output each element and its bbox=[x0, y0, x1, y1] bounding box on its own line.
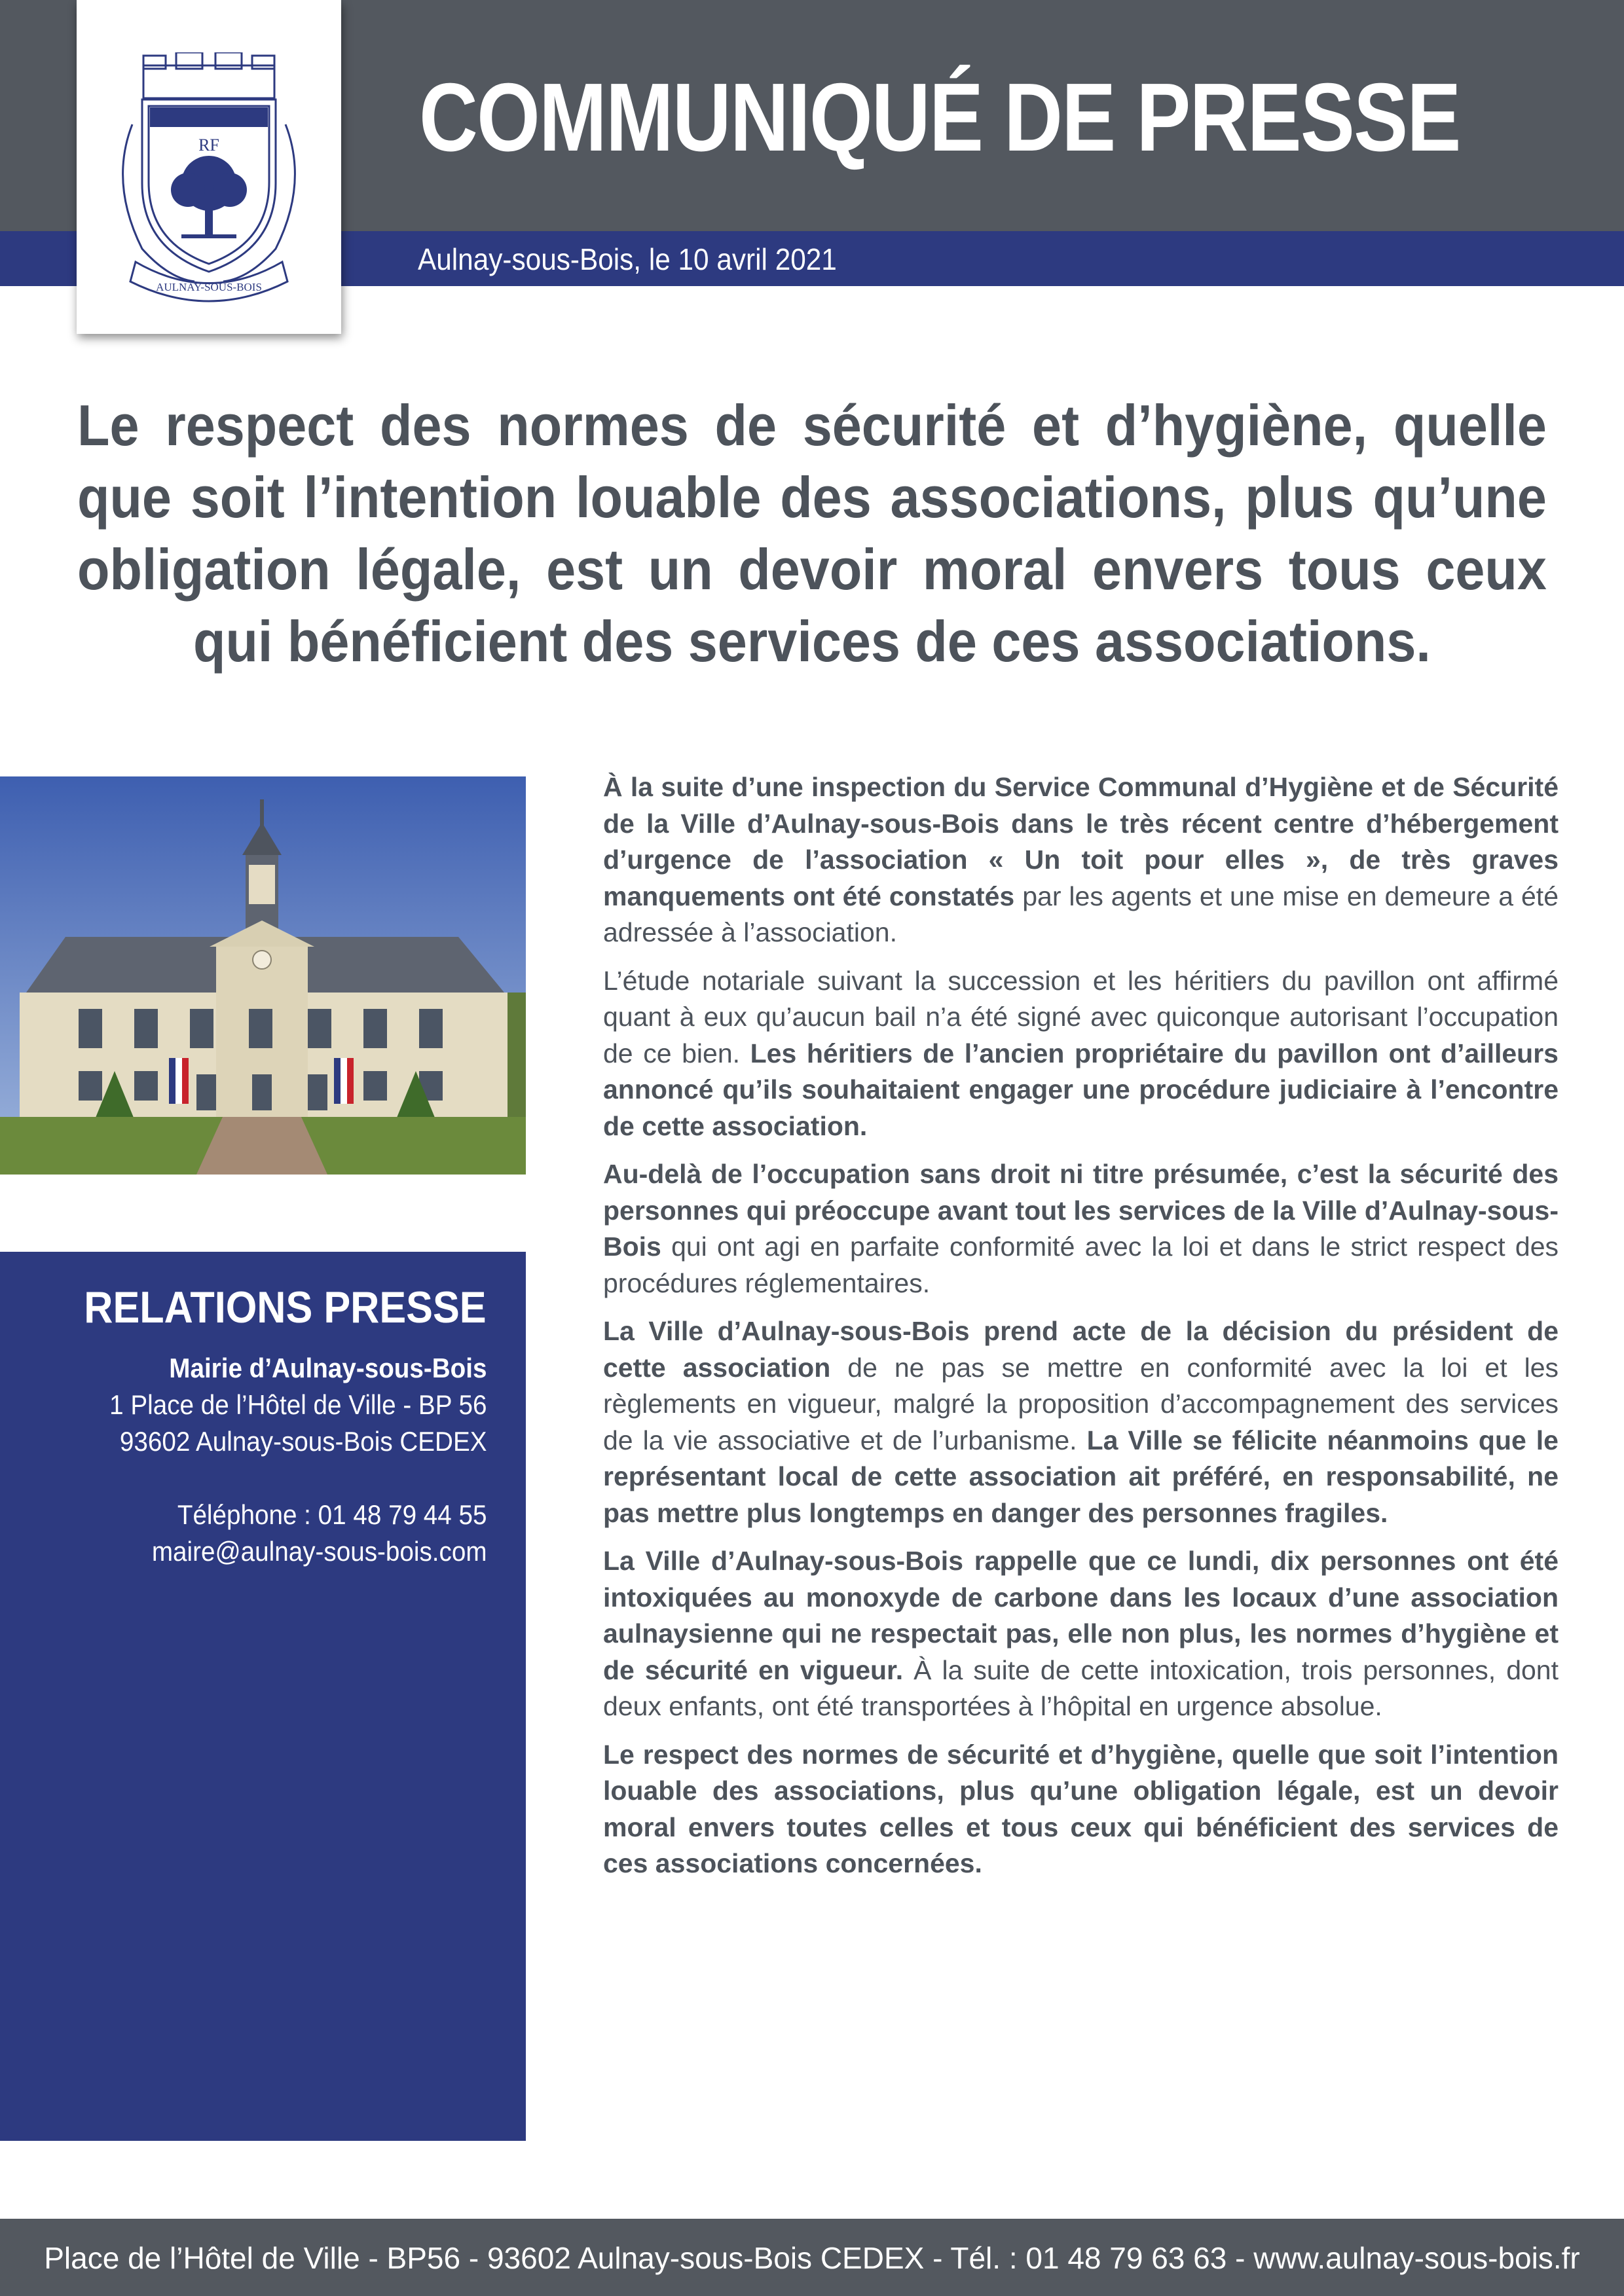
city-logo bbox=[77, 0, 341, 334]
paragraph-5: La Ville d’Aulnay-sous-Bois rappelle que ce lundi, dix personnes ont été intoxiquées au monoxyde de carbone dans les locaux d’une association aulnaysienne qui ne respectait pas, elle non plus, les normes d’hygiène et de sécurité en vigueur. À la suite de cette intoxication, trois personnes, dont deux enfants, ont été transportées à l’hôpital en urgence absolue. bbox=[603, 1546, 1559, 1721]
article-body bbox=[603, 769, 1559, 1894]
town-hall-photo bbox=[0, 776, 526, 1175]
date-line: Aulnay-sous-Bois, le 10 avril 2021 bbox=[418, 242, 837, 276]
footer-band bbox=[0, 2219, 1624, 2296]
press-relations-panel bbox=[0, 1252, 526, 2141]
contact-address-line-1: 1 Place de l’Hôtel de Ville - BP 56 bbox=[109, 1389, 487, 1420]
headline: Le respect des normes de sécurité et d’hygiène, quelle que soit l’intention louable des associations, plus qu’une obligation légale, est un devoir moral envers tous ceux qui bénéficient des services de ces associations. bbox=[77, 393, 1547, 674]
contact-phone: Téléphone : 01 48 79 44 55 bbox=[177, 1499, 487, 1530]
contact-address-line-2: 93602 Aulnay-sous-Bois CEDEX bbox=[119, 1426, 487, 1457]
logo-initials: RF bbox=[198, 136, 219, 155]
logo-banner-text: AULNAY-SOUS-BOIS bbox=[156, 281, 262, 293]
page-title: COMMUNIQUÉ DE PRESSE bbox=[419, 64, 1460, 172]
paragraph-2: L’étude notariale suivant la succession et les héritiers du pavillon ont affirmé quant à eux qu’aucun bail n’a été signé avec quiconque autorisant l’occupation de ce bien. Les héritiers de l’ancien propriétaire du pavillon ont d’ailleurs annoncé qu’ils souhaitaient engager une procédure judiciaire à l’encontre de cette association. bbox=[603, 965, 1559, 1141]
coat-of-arms-icon bbox=[96, 52, 322, 314]
footer-contact: Place de l’Hôtel de Ville - BP56 - 93602 Aulnay-sous-Bois CEDEX - Tél. : 01 48 79 63 63 - www.aulnay-sous-bois.fr bbox=[44, 2241, 1580, 2275]
paragraph-6: Le respect des normes de sécurité et d’hygiène, quelle que soit l’intention louable des associations, plus qu’une obligation légale, est un devoir moral envers toutes celles et tous ceux qui bénéficient des services de ces associations concernées. bbox=[603, 1739, 1559, 1878]
paragraph-3: Au-delà de l’occupation sans droit ni titre présumée, c’est la sécurité des personnes qui préoccupe avant tout les services de la Ville d’Aulnay-sous-Bois qui ont agi en parfaite conformité avec la loi et dans le strict respect des procédures réglementaires. bbox=[603, 1159, 1559, 1298]
press-relations-title: RELATIONS PRESSE bbox=[84, 1283, 487, 1332]
contact-organization: Mairie d’Aulnay-sous-Bois bbox=[168, 1353, 487, 1383]
press-contact-block bbox=[109, 1350, 487, 1570]
paragraph-1: À la suite d’une inspection du Service Communal d’Hygiène et de Sécurité de la Ville d’Aulnay-sous-Bois dans le très récent centre d’hébergement d’urgence de l’association « Un toit pour elles », de très graves manquements ont été constatés par les agents et une mise en demeure a été adressée à l’association. bbox=[603, 772, 1559, 947]
contact-email[interactable]: maire@aulnay-sous-bois.com bbox=[151, 1536, 487, 1567]
paragraph-4: La Ville d’Aulnay-sous-Bois prend acte de la décision du président de cette association de ne pas se mettre en conformité avec la loi et les règlements en vigueur, malgré la proposition d’accompagnement des services de la vie associative et de l’urbanisme. La Ville se félicite néanmoins que le représentant local de cette association ait préféré, en responsabilité, ne pas mettre plus longtemps en danger des personnes fragiles. bbox=[603, 1316, 1559, 1528]
